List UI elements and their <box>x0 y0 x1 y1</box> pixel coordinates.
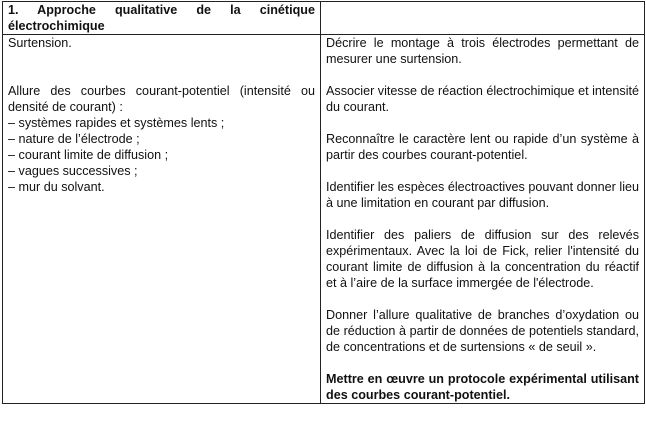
notion-surtension: Surtension. <box>8 36 72 50</box>
capacite-item-experimental: Mettre en œuvre un protocole expérimental utilisant des courbes courant-potentiel. <box>326 372 639 402</box>
program-table <box>2 1 645 404</box>
notions-cell <box>3 35 321 404</box>
notion-spacer <box>8 51 315 83</box>
capacite-item: Donner l’allure qualitative de branches d’oxydation ou de réduction à partir de données de potentiels standard, de concentrations et de surtensions « de seuil ». <box>326 308 639 354</box>
list-item: – systèmes rapides et systèmes lents ; <box>8 115 315 131</box>
notion-allure: Allure des courbes courant-potentiel (intensité ou densité de courant) : <box>8 84 315 114</box>
content-row <box>3 35 645 404</box>
header-row <box>3 2 645 35</box>
capacite-item: Identifier les espèces électroactives pouvant donner lieu à une limitation en courant par diffusion. <box>326 180 639 210</box>
list-item: – nature de l’électrode ; <box>8 131 315 147</box>
capacite-item: Décrire le montage à trois électrodes permettant de mesurer une surtension. <box>326 36 639 66</box>
capacite-item: Associer vitesse de réaction électrochimique et intensité du courant. <box>326 84 639 114</box>
list-item: – vagues successives ; <box>8 163 315 179</box>
section-title: 1. Approche qualitative de la cinétique électrochimique <box>3 2 321 35</box>
capacites-cell <box>321 35 645 404</box>
header-empty-cell <box>321 2 645 35</box>
capacite-item: Identifier des paliers de diffusion sur des relevés expérimentaux. Avec la loi de Fick, relier l'intensité du courant limite de diffusion à la concentration du réactif et à l’aire de la surface immergée de l'électrode. <box>326 228 639 290</box>
notion-list <box>8 115 315 195</box>
capacite-item: Reconnaître le caractère lent ou rapide d’un système à partir des courbes courant-potentiel. <box>326 132 639 162</box>
list-item: – mur du solvant. <box>8 179 315 195</box>
list-item: – courant limite de diffusion ; <box>8 147 315 163</box>
